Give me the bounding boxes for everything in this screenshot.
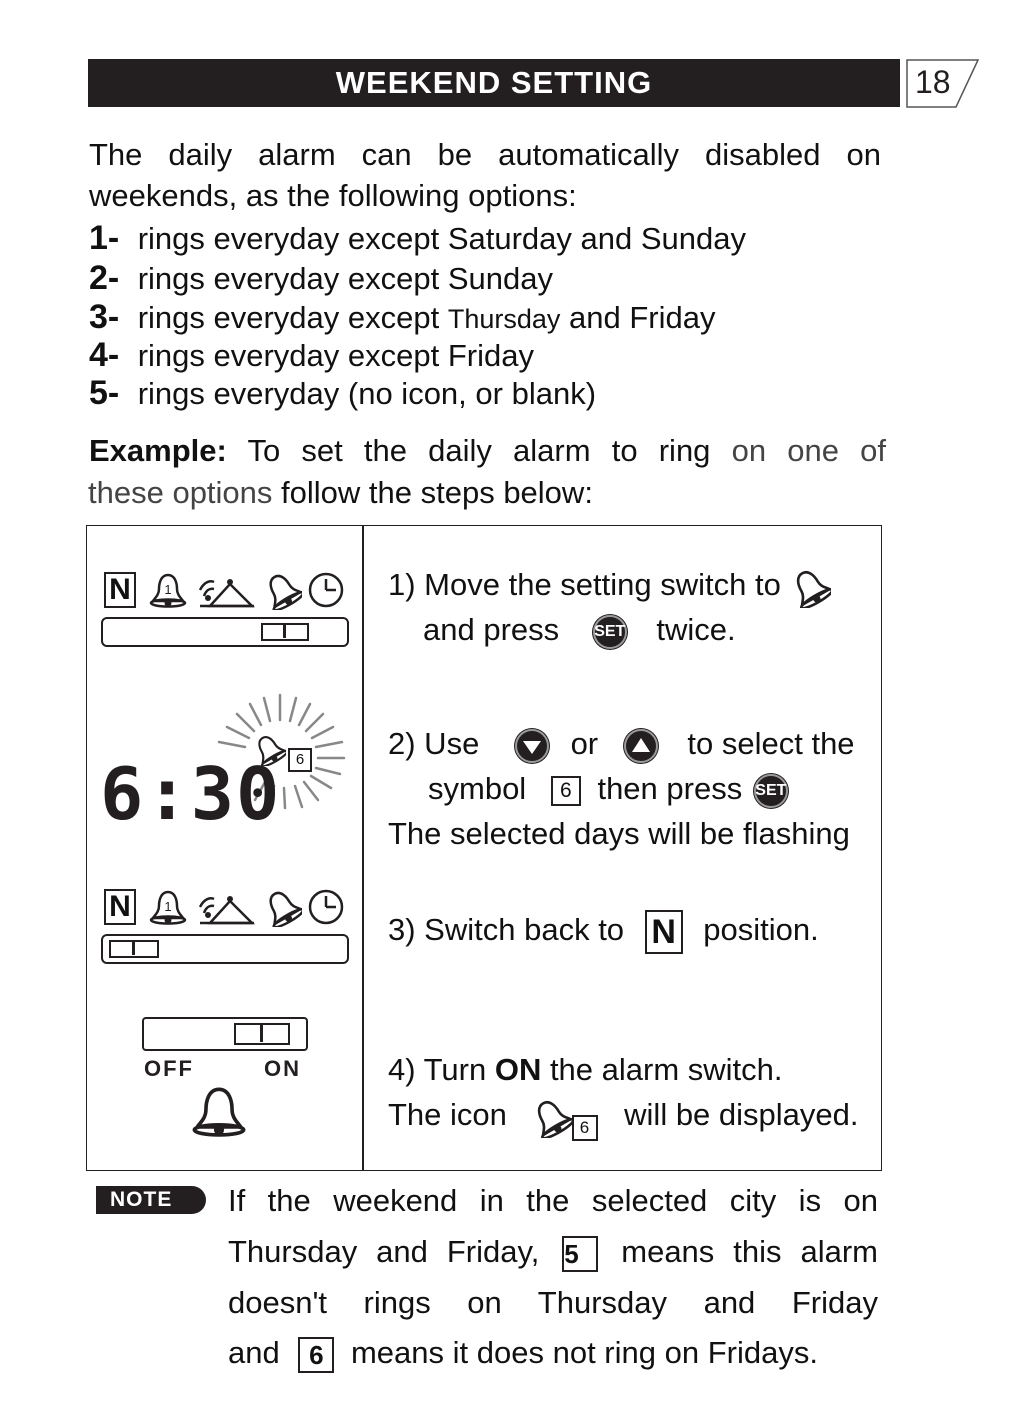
step-1-text: twice. (656, 612, 736, 647)
alarm-on-off-switch (142, 1017, 308, 1051)
page-title: WEEKEND SETTING (88, 59, 900, 107)
bell-one-icon (148, 570, 188, 610)
list-item (89, 259, 553, 299)
n-icon: N (645, 910, 683, 954)
steps-divider (362, 525, 364, 1171)
switch-knob (261, 623, 309, 641)
list-item (89, 219, 746, 259)
n-icon: N (104, 572, 136, 608)
icon-row-2 (104, 887, 354, 929)
example-gray-text: these options (88, 475, 273, 510)
step-3-text: 3) Switch back to (388, 912, 625, 947)
day-symbol-six: 6 (298, 1337, 334, 1373)
step-2-text: to select the (687, 726, 855, 761)
set-label: SET (594, 622, 626, 640)
step-2-text: or (570, 726, 599, 761)
icon-row-1 (104, 570, 354, 612)
switch-off-label: OFF (144, 1056, 194, 1081)
step-2-line-2 (428, 766, 791, 811)
snooze-bell-icon (196, 889, 256, 929)
setting-switch-slider (101, 934, 349, 964)
step-4-text: 4) Turn (388, 1052, 495, 1087)
step-2-text: symbol (428, 771, 527, 806)
switch-knob (234, 1023, 290, 1045)
bell-one-icon (148, 887, 188, 927)
option-text: rings everyday except Sunday (137, 261, 553, 296)
step-3-text: position. (703, 912, 819, 947)
example-gray-text: on one of (731, 433, 886, 468)
note-text: and (228, 1335, 280, 1370)
step-1-line-1 (388, 562, 831, 608)
note-text: means it does not ring on Fridays. (350, 1335, 818, 1370)
tilted-bell-icon (789, 566, 831, 608)
tilted-bell-icon (262, 887, 302, 927)
example-line-2 (88, 472, 593, 513)
note-line-4 (228, 1333, 878, 1373)
step-4-line-2 (388, 1092, 859, 1141)
option-number: 1- (89, 219, 120, 257)
step-4-line-1 (388, 1047, 783, 1092)
option-text: rings everyday (no icon, or blank) (137, 376, 597, 411)
step-4-text: The icon (388, 1097, 507, 1132)
note-line-2 (228, 1232, 878, 1272)
up-button-icon (621, 726, 661, 766)
example-label: Example: (89, 433, 227, 468)
option-text: rings everyday except Friday (137, 338, 534, 373)
tilted-bell-icon (262, 570, 302, 610)
option-number: 5- (89, 374, 120, 412)
step-4-text: will be displayed. (624, 1097, 859, 1132)
bell-digit: 1 (164, 582, 172, 597)
list-item (89, 336, 534, 376)
example-text: To set the daily alarm to ring (226, 433, 732, 468)
note-badge: NOTE (96, 1186, 206, 1214)
step-4-on-text: ON (494, 1052, 542, 1087)
option-text-thursday: Thursday (447, 304, 561, 334)
step-1-text: 1) Move the setting switch to (388, 567, 781, 602)
day-symbol-five: 5 (562, 1236, 598, 1272)
option-text: rings everyday except (137, 300, 448, 335)
tilted-bell-icon (530, 1096, 572, 1138)
set-button-icon (751, 771, 791, 811)
step-2-line-3: The selected days will be flashing (388, 816, 850, 851)
note-line-1: If the weekend in the selected city is on (228, 1183, 878, 1218)
switch-knob (109, 940, 159, 958)
clock-icon (306, 887, 346, 927)
list-item (89, 374, 596, 414)
clock-icon (306, 570, 346, 610)
day-symbol-six: 6 (551, 776, 581, 806)
day-symbol-six: 6 (288, 748, 312, 772)
day-symbol-six: 6 (572, 1115, 598, 1141)
lcd-time-display: 6:30 (100, 752, 282, 836)
option-number: 2- (89, 259, 120, 297)
intro-line-1: The daily alarm can be automatically disabled on (89, 137, 881, 172)
bell-digit: 1 (164, 899, 172, 914)
option-text-end: and Friday (560, 300, 716, 335)
alarm-bell-icon (190, 1080, 248, 1142)
example-text: follow the steps below: (272, 475, 593, 510)
down-button-icon (512, 726, 552, 766)
setting-switch-slider (101, 617, 349, 647)
step-1-line-2 (423, 607, 736, 652)
step-3-line (388, 907, 819, 954)
set-button-icon (590, 612, 630, 652)
step-2-text: then press (597, 771, 743, 806)
option-text: rings everyday except Saturday and Sunday (137, 221, 747, 256)
note-text: Thursday and Friday, (228, 1234, 540, 1269)
list-item (89, 298, 715, 338)
page-number: 18 (915, 64, 951, 100)
step-1-text: and press (423, 612, 560, 647)
step-4-text: the alarm switch. (541, 1052, 783, 1087)
intro-line-2: weekends, as the following options: (89, 178, 577, 213)
example-line-1 (89, 430, 886, 471)
snooze-bell-icon (196, 572, 256, 612)
option-number: 4- (89, 336, 120, 374)
note-text: means this alarm (621, 1234, 878, 1269)
note-line-3: doesn't rings on Thursday and Friday (228, 1285, 878, 1320)
option-number: 3- (89, 298, 120, 336)
step-2-line-1 (388, 721, 863, 766)
n-icon: N (104, 889, 136, 925)
step-2-text: 2) Use (388, 726, 480, 761)
switch-on-label: ON (264, 1056, 301, 1081)
set-label: SET (755, 781, 787, 799)
